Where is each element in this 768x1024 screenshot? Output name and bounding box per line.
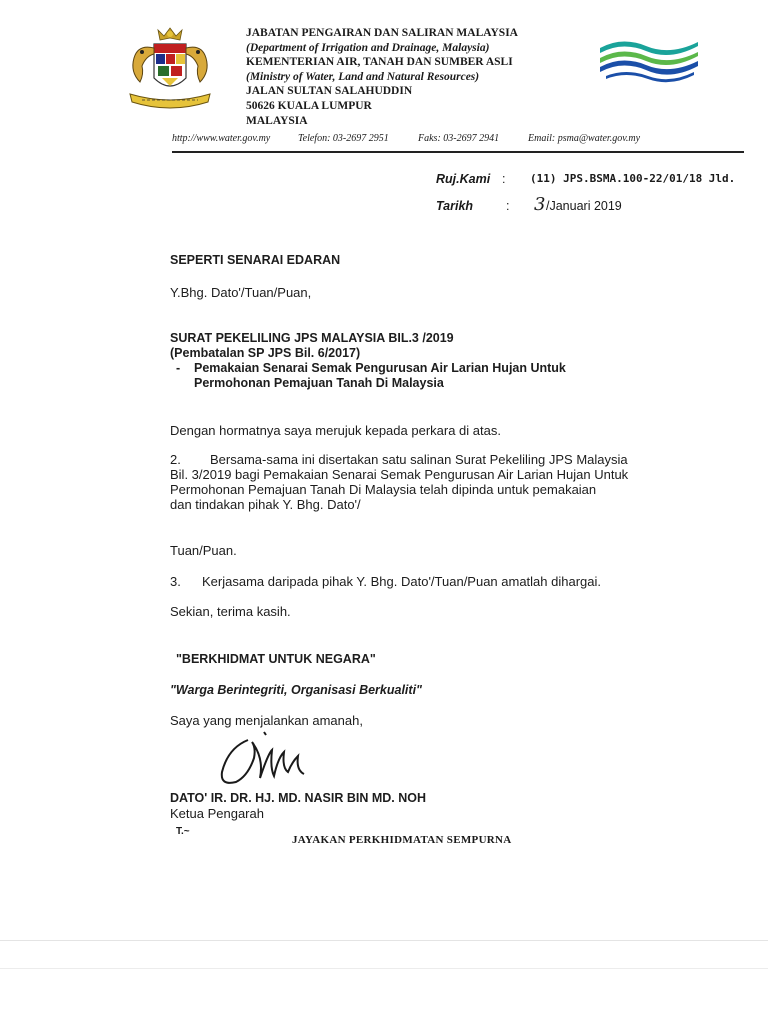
- department-name-english: (Department of Irrigation and Drainage, Malaysia): [246, 41, 490, 54]
- ruj-kami-value: (11) JPS.BSMA.100-22/01/18 Jld.: [530, 172, 736, 185]
- fax-text: Faks: 03-2697 2941: [418, 133, 500, 144]
- trust-line: Saya yang menjalankan amanah,: [170, 713, 363, 728]
- ruj-colon: :: [502, 172, 506, 186]
- department-name: JABATAN PENGAIRAN DAN SALIRAN MALAYSIA: [246, 27, 518, 39]
- header-divider: [172, 151, 744, 153]
- subject-line-1: SURAT PEKELILING JPS MALAYSIA BIL.3 /2019: [170, 331, 454, 345]
- malaysia-coat-of-arms-icon: [120, 24, 220, 116]
- email-text: Email: psma@water.gov.my: [528, 133, 641, 144]
- subject-line-4: Permohonan Pemajuan Tanah Di Malaysia: [194, 376, 444, 390]
- motto-warga: "Warga Berintegriti, Organisasi Berkualiti": [170, 683, 422, 697]
- phone-text: Telefon: 03-2697 2951: [298, 133, 389, 144]
- paragraph-1: Dengan hormatnya saya merujuk kepada perkara di atas.: [170, 423, 501, 438]
- salutation: Y.Bhg. Dato'/Tuan/Puan,: [170, 285, 312, 300]
- signatory-name: DATO' IR. DR. HJ. MD. NASIR BIN MD. NOH: [170, 791, 426, 805]
- footer-motto: JAYAKAN PERKHIDMATAN SEMPURNA: [292, 834, 512, 846]
- tarikh-value: /Januari 2019: [546, 199, 622, 213]
- paragraph-3: Kerjasama daripada pihak Y. Bhg. Dato'/Tuan/Puan amatlah dihargai.: [202, 574, 602, 589]
- subject-line-2: (Pembatalan SP JPS Bil. 6/2017): [170, 346, 361, 360]
- ministry-name-english: (Ministry of Water, Land and Natural Resources): [246, 70, 480, 83]
- paragraph-3-number: 3.: [170, 574, 181, 589]
- address-country: MALAYSIA: [246, 114, 308, 127]
- signatory-title: Ketua Pengarah: [170, 806, 264, 821]
- tarikh-day-handwritten: 3: [534, 194, 546, 215]
- subject-line-3: Pemakaian Senarai Semak Pengurusan Air Larian Hujan Untuk: [194, 361, 566, 375]
- recipient-list: SEPERTI SENARAI EDARAN: [170, 253, 341, 267]
- page-edge-line: [0, 968, 768, 969]
- address-city: 50626 KUALA LUMPUR: [246, 99, 372, 112]
- paragraph-2-line-5: Tuan/Puan.: [170, 543, 237, 558]
- address-street: JALAN SULTAN SALAHUDDIN: [246, 85, 413, 98]
- water-wave-logo-icon: [596, 34, 702, 84]
- paragraph-2-line-3: Permohonan Pemajuan Tanah Di Malaysia telah dipinda untuk pemakaian: [170, 482, 597, 497]
- paragraph-2-line-2: Bil. 3/2019 bagi Pemakaian Senarai Semak Pengurusan Air Larian Hujan Untuk: [170, 467, 629, 482]
- tarikh-colon: :: [506, 199, 510, 213]
- ministry-name: KEMENTERIAN AIR, TANAH DAN SUMBER ASLI: [246, 56, 513, 69]
- tp-handwritten-mark: T.~: [176, 826, 190, 837]
- tarikh-label: Tarikh: [436, 199, 474, 213]
- ruj-kami-label: Ruj.Kami: [436, 172, 491, 186]
- handwritten-signature-icon: [208, 728, 318, 798]
- paragraph-2-line-4: dan tindakan pihak Y. Bhg. Dato'/: [170, 497, 361, 512]
- website-text: http://www.water.gov.my: [172, 133, 271, 144]
- paragraph-2-number: 2.: [170, 452, 181, 467]
- paragraph-2-line-1: Bersama-sama ini disertakan satu salinan Surat Pekeliling JPS Malaysia: [210, 452, 628, 467]
- subject-dash: -: [176, 361, 181, 375]
- motto-berkhidmat: "BERKHIDMAT UNTUK NEGARA": [176, 652, 376, 666]
- page-edge-line: [0, 940, 768, 941]
- letterhead-address: [246, 26, 518, 128]
- closing-text: Sekian, terima kasih.: [170, 604, 291, 619]
